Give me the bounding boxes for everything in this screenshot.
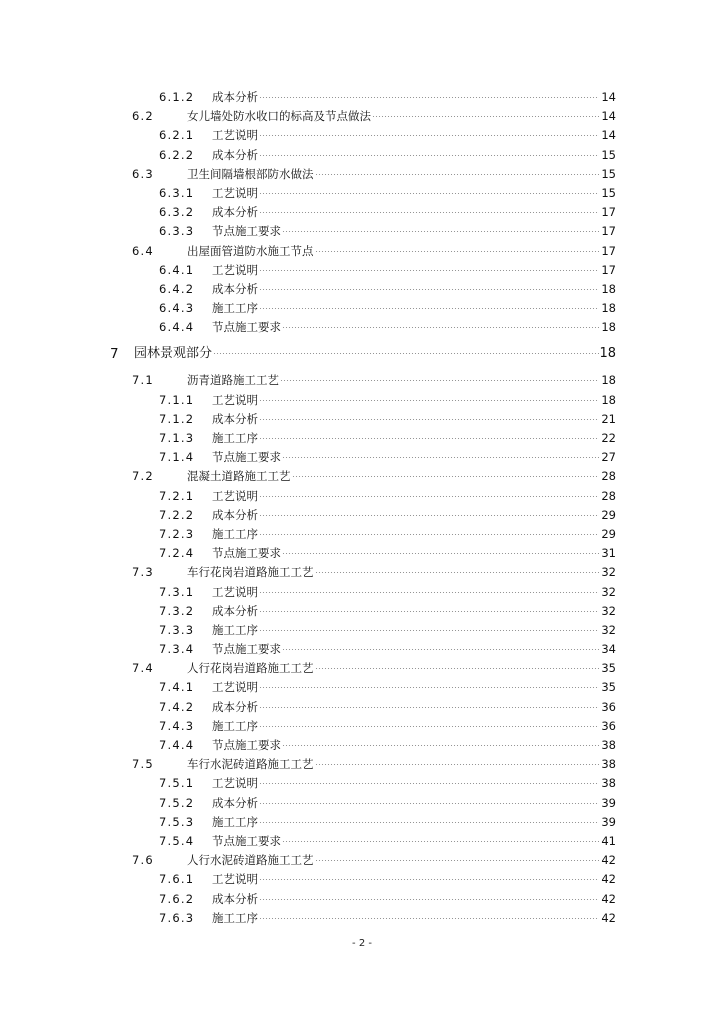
- toc-entry-page: 15: [601, 185, 616, 200]
- toc-entry-title: 施工工序: [212, 718, 258, 733]
- toc-entry-number: 7.4.1: [159, 680, 195, 695]
- toc-entry-number: 7.4.3: [159, 718, 195, 733]
- dot-leader: [315, 251, 600, 252]
- toc-entry[interactable]: [0, 203, 724, 222]
- toc-entry-page: 38: [601, 776, 616, 791]
- toc-entry-number: 6.2.1: [159, 128, 195, 143]
- toc-entry-page: 17: [601, 262, 616, 277]
- toc-entry-title: 成本分析: [212, 699, 258, 714]
- toc-entry-number: 7.2: [132, 469, 154, 484]
- page-number: - 2 -: [352, 938, 372, 949]
- toc-entry[interactable]: [0, 146, 724, 165]
- toc-entry-page: 42: [601, 891, 616, 906]
- dot-leader: [282, 327, 599, 328]
- toc-entry-leader: [212, 487, 600, 506]
- toc-entry-number: 7.6: [132, 853, 154, 868]
- toc-entry-number: 6.2.2: [159, 147, 195, 162]
- toc-entry-title: 卫生间隔墙根部防水做法: [187, 166, 314, 181]
- toc-entry-title: 园林景观部分: [134, 346, 213, 362]
- toc-entry-number: 7.4: [132, 661, 154, 676]
- toc-entry-title: 工艺说明: [212, 488, 258, 503]
- toc-entry-title: 人行花岗岩道路施工工艺: [187, 661, 314, 676]
- toc-entry[interactable]: [0, 755, 724, 774]
- toc-entry[interactable]: [0, 602, 724, 621]
- toc-entry-number: 6.2: [132, 109, 154, 124]
- toc-entry-number: 7.1.1: [159, 392, 195, 407]
- toc-entry[interactable]: [0, 165, 724, 184]
- toc-entry-title: 成本分析: [212, 507, 258, 522]
- toc-entry-page: 17: [601, 243, 616, 258]
- toc-entry-title: 节点施工要求: [212, 546, 281, 561]
- dot-leader: [315, 174, 600, 175]
- dot-leader: [282, 649, 599, 650]
- toc-entry-title: 施工工序: [212, 814, 258, 829]
- toc-entry-title: 女儿墙处防水收口的标高及节点做法: [187, 109, 371, 124]
- toc-entry-page: 35: [601, 661, 616, 676]
- toc-entry-page: 38: [601, 757, 616, 772]
- toc-entry[interactable]: [0, 813, 724, 832]
- toc-entry-number: 7.3.1: [159, 584, 195, 599]
- toc-entry-leader: [212, 602, 600, 621]
- toc-entry-page: 42: [601, 872, 616, 887]
- toc-entry[interactable]: [0, 107, 724, 126]
- toc-entry-leader: [187, 467, 600, 486]
- toc-entry-title: 成本分析: [212, 147, 258, 162]
- toc-entry[interactable]: [0, 890, 724, 909]
- toc-entry-number: 7.3.4: [159, 642, 195, 657]
- toc-entry[interactable]: [0, 242, 724, 261]
- toc-entry[interactable]: [0, 621, 724, 640]
- toc-entry-leader: [212, 318, 600, 337]
- toc-entry-title: 工艺说明: [212, 584, 258, 599]
- dot-leader: [259, 630, 599, 631]
- toc-entry-leader: [212, 583, 600, 602]
- toc-entry-leader: [212, 410, 600, 429]
- toc-entry-page: 32: [601, 622, 616, 637]
- toc-entry-leader: [212, 870, 600, 889]
- toc-entry[interactable]: [0, 525, 724, 544]
- toc-entry-page: 28: [601, 469, 616, 484]
- toc-entry-leader: [212, 813, 600, 832]
- toc-entry-page: 21: [601, 411, 616, 426]
- toc-entry-title: 施工工序: [212, 622, 258, 637]
- toc-entry-page: 18: [601, 320, 616, 335]
- toc-entry-leader: [212, 736, 600, 755]
- toc-entry-page: 17: [601, 224, 616, 239]
- toc-entry-leader: [187, 165, 600, 184]
- toc-entry-leader: [212, 299, 600, 318]
- toc-entry[interactable]: [0, 318, 724, 337]
- dot-leader: [282, 457, 599, 458]
- toc-entry[interactable]: [0, 299, 724, 318]
- dot-leader: [259, 270, 599, 271]
- toc-entry-page: 15: [601, 166, 616, 181]
- toc-entry-page: 14: [601, 90, 616, 104]
- toc-entry-leader: [212, 909, 600, 928]
- toc-entry-number: 7: [110, 346, 120, 363]
- toc-entry-title: 工艺说明: [212, 872, 258, 887]
- toc-entry-title: 车行花岗岩道路施工工艺: [187, 565, 314, 580]
- toc-entry-leader: [187, 755, 600, 774]
- dot-leader: [315, 764, 600, 765]
- toc-entry-page: 32: [601, 584, 616, 599]
- toc-entry-page: 18: [599, 346, 616, 362]
- dot-leader: [259, 155, 599, 156]
- dot-leader: [282, 745, 599, 746]
- toc-entry-leader: [187, 563, 600, 582]
- toc-entry-number: 7.1.2: [159, 411, 195, 426]
- toc-entry[interactable]: [0, 410, 724, 429]
- dot-leader: [259, 308, 599, 309]
- toc-entry[interactable]: [0, 506, 724, 525]
- dot-leader: [259, 400, 599, 401]
- toc-entry-number: 7.2.2: [159, 507, 195, 522]
- toc-entry[interactable]: [0, 391, 724, 410]
- toc-entry-page: 14: [601, 128, 616, 143]
- toc-entry-leader: [212, 794, 600, 813]
- toc-entry-leader: [187, 107, 600, 126]
- toc-entry-leader: [212, 698, 600, 717]
- dot-leader: [259, 918, 599, 919]
- toc-entry-leader: [212, 832, 600, 851]
- dot-leader: [259, 803, 599, 804]
- toc-entry[interactable]: [0, 870, 724, 889]
- toc-entry[interactable]: [0, 832, 724, 851]
- toc-entry-title: 出屋面管道防水施工节点: [187, 243, 314, 258]
- dot-leader: [259, 289, 599, 290]
- toc-entry-page: 35: [601, 680, 616, 695]
- toc-entry-page: 39: [601, 814, 616, 829]
- toc-entry-number: 7.6.1: [159, 872, 195, 887]
- toc-entry-number: 7.2.3: [159, 526, 195, 541]
- toc-entry-title: 施工工序: [212, 526, 258, 541]
- toc-entry-title: 成本分析: [212, 795, 258, 810]
- toc-entry-title: 成本分析: [212, 205, 258, 220]
- toc-entry-number: 6.3.2: [159, 205, 195, 220]
- toc-entry-page: 32: [601, 565, 616, 580]
- toc-entry-leader: [212, 448, 600, 467]
- toc-entry[interactable]: [0, 448, 724, 467]
- dot-leader: [259, 438, 599, 439]
- toc-entry-page: 18: [601, 392, 616, 407]
- toc-entry-title: 节点施工要求: [212, 738, 281, 752]
- dot-leader: [259, 515, 599, 516]
- toc-entry-number: 6.3: [132, 166, 154, 181]
- toc-entry-title: 车行水泥砖道路施工工艺: [187, 757, 314, 772]
- dot-leader: [259, 726, 599, 727]
- table-of-contents: [0, 88, 724, 928]
- toc-entry-page: 36: [601, 718, 616, 733]
- toc-entry[interactable]: [0, 429, 724, 448]
- toc-entry-number: 7.2.4: [159, 546, 195, 561]
- toc-entry-page: 28: [601, 488, 616, 503]
- toc-entry[interactable]: [0, 678, 724, 697]
- toc-entry-page: 22: [601, 431, 616, 445]
- dot-leader: [282, 553, 599, 554]
- toc-entry[interactable]: [0, 583, 724, 602]
- dot-leader: [259, 879, 599, 880]
- dot-leader: [282, 841, 599, 842]
- toc-entry-number: 7.4.2: [159, 699, 195, 714]
- toc-entry-number: 7.5: [132, 757, 154, 772]
- dot-leader: [292, 476, 600, 477]
- toc-entry-page: 34: [601, 642, 616, 657]
- toc-entry[interactable]: [0, 487, 724, 506]
- toc-entry-number: 7.3.2: [159, 603, 195, 618]
- toc-entry[interactable]: [0, 640, 724, 659]
- toc-entry-page: 42: [601, 910, 616, 925]
- toc-entry-title: 施工工序: [212, 301, 258, 316]
- toc-entry-page: 38: [601, 738, 616, 752]
- toc-entry[interactable]: [0, 467, 724, 486]
- dot-leader: [259, 135, 599, 136]
- toc-entry-page: 18: [601, 301, 616, 316]
- toc-entry-number: 7.6.2: [159, 891, 195, 906]
- toc-entry[interactable]: [0, 544, 724, 563]
- toc-entry-number: 6.4.4: [159, 320, 195, 335]
- toc-entry-title: 节点施工要求: [212, 833, 281, 848]
- toc-entry-number: 7.6.3: [159, 910, 195, 925]
- dot-leader: [259, 496, 599, 497]
- dot-leader: [259, 419, 599, 420]
- toc-entry-leader: [134, 337, 600, 371]
- toc-entry-number: 7.3.3: [159, 622, 195, 637]
- dot-leader: [259, 97, 599, 98]
- toc-entry-title: 工艺说明: [212, 680, 258, 695]
- toc-entry-title: 工艺说明: [212, 392, 258, 407]
- dot-leader: [259, 687, 599, 688]
- toc-entry[interactable]: [0, 261, 724, 280]
- toc-entry-leader: [212, 717, 600, 736]
- toc-entry-number: 7.5.1: [159, 776, 195, 791]
- toc-entry[interactable]: [0, 659, 724, 678]
- toc-entry-leader: [212, 621, 600, 640]
- toc-entry[interactable]: [0, 88, 724, 107]
- toc-entry-number: 7.5.3: [159, 814, 195, 829]
- dot-leader: [280, 380, 599, 381]
- toc-entry-leader: [212, 146, 600, 165]
- toc-entry-leader: [187, 371, 600, 390]
- toc-entry-page: 27: [601, 450, 616, 465]
- toc-entry-leader: [212, 429, 600, 448]
- toc-entry-leader: [212, 525, 600, 544]
- dot-leader: [259, 193, 599, 194]
- toc-entry-leader: [212, 678, 600, 697]
- toc-entry-page: 18: [601, 373, 616, 388]
- dot-leader: [372, 116, 599, 117]
- toc-entry-leader: [212, 222, 600, 241]
- toc-entry-title: 施工工序: [212, 431, 258, 445]
- toc-entry-number: 7.3: [132, 565, 154, 580]
- dot-leader: [259, 212, 599, 213]
- toc-entry-leader: [212, 261, 600, 280]
- toc-entry[interactable]: [0, 222, 724, 241]
- toc-entry[interactable]: [0, 126, 724, 145]
- toc-entry-title: 成本分析: [212, 891, 258, 906]
- toc-entry-page: 18: [601, 281, 616, 296]
- toc-entry-leader: [187, 659, 600, 678]
- toc-entry[interactable]: [0, 774, 724, 793]
- toc-entry[interactable]: [0, 184, 724, 203]
- toc-entry-title: 节点施工要求: [212, 320, 281, 335]
- toc-entry-number: 7.4.4: [159, 738, 195, 752]
- toc-entry[interactable]: [0, 794, 724, 813]
- toc-entry-title: 工艺说明: [212, 128, 258, 143]
- toc-entry-title: 施工工序: [212, 910, 258, 925]
- toc-entry[interactable]: [0, 371, 724, 390]
- toc-entry-title: 人行水泥砖道路施工工艺: [187, 853, 314, 868]
- toc-entry-title: 成本分析: [212, 281, 258, 296]
- toc-entry-title: 混凝土道路施工工艺: [187, 469, 291, 484]
- dot-leader: [259, 611, 599, 612]
- dot-leader: [315, 572, 600, 573]
- dot-leader: [259, 822, 599, 823]
- toc-entry-number: 6.4.1: [159, 262, 195, 277]
- toc-entry-number: 7.5.2: [159, 795, 195, 810]
- toc-entry[interactable]: [0, 698, 724, 717]
- toc-entry-page: 41: [601, 833, 616, 848]
- toc-entry-number: 6.1.2: [159, 90, 195, 104]
- toc-entry[interactable]: [0, 736, 724, 755]
- toc-entry-leader: [212, 774, 600, 793]
- toc-entry-number: 7.5.4: [159, 833, 195, 848]
- toc-entry[interactable]: [0, 851, 724, 870]
- toc-entry-title: 成本分析: [212, 90, 258, 104]
- toc-entry-title: 工艺说明: [212, 776, 258, 791]
- dot-leader: [315, 860, 600, 861]
- toc-entry-leader: [212, 203, 600, 222]
- dot-leader: [213, 353, 599, 354]
- toc-entry-leader: [212, 280, 600, 299]
- toc-entry-number: 7.1.3: [159, 431, 195, 445]
- dot-leader: [259, 534, 599, 535]
- toc-entry[interactable]: [0, 563, 724, 582]
- toc-entry-leader: [212, 640, 600, 659]
- toc-entry-title: 工艺说明: [212, 185, 258, 200]
- toc-entry-number: 6.4.2: [159, 281, 195, 296]
- toc-entry-leader: [212, 184, 600, 203]
- toc-entry-page: 29: [601, 507, 616, 522]
- toc-entry[interactable]: [0, 337, 724, 371]
- toc-entry-number: 6.3.3: [159, 224, 195, 239]
- dot-leader: [259, 592, 599, 593]
- toc-entry-page: 32: [601, 603, 616, 618]
- toc-entry-number: 7.2.1: [159, 488, 195, 503]
- toc-entry[interactable]: [0, 717, 724, 736]
- toc-entry-leader: [187, 242, 600, 261]
- dot-leader: [259, 783, 599, 784]
- toc-entry[interactable]: [0, 280, 724, 299]
- toc-entry-leader: [212, 890, 600, 909]
- toc-entry-leader: [187, 851, 600, 870]
- toc-entry-leader: [212, 88, 600, 107]
- toc-entry-leader: [212, 126, 600, 145]
- toc-entry-leader: [212, 506, 600, 525]
- toc-entry[interactable]: [0, 909, 724, 928]
- dot-leader: [315, 668, 600, 669]
- toc-entry-page: 17: [601, 205, 616, 220]
- toc-entry-leader: [212, 544, 600, 563]
- dot-leader: [282, 231, 599, 232]
- toc-entry-page: 29: [601, 526, 616, 541]
- toc-entry-title: 节点施工要求: [212, 224, 281, 239]
- toc-entry-number: 6.3.1: [159, 185, 195, 200]
- toc-entry-title: 沥青道路施工工艺: [187, 373, 279, 388]
- toc-entry-number: 6.4: [132, 243, 154, 258]
- toc-entry-number: 6.4.3: [159, 301, 195, 316]
- toc-entry-number: 7.1.4: [159, 450, 195, 465]
- toc-entry-leader: [212, 391, 600, 410]
- toc-entry-page: 36: [601, 699, 616, 714]
- toc-entry-title: 工艺说明: [212, 262, 258, 277]
- toc-entry-page: 15: [601, 147, 616, 162]
- toc-entry-title: 成本分析: [212, 603, 258, 618]
- dot-leader: [259, 899, 599, 900]
- toc-entry-page: 39: [601, 795, 616, 810]
- toc-entry-title: 节点施工要求: [212, 642, 281, 657]
- toc-entry-page: 31: [601, 546, 616, 561]
- toc-entry-title: 成本分析: [212, 411, 258, 426]
- toc-entry-page: 14: [601, 109, 616, 124]
- toc-entry-number: 7.1: [132, 373, 154, 388]
- toc-entry-page: 42: [601, 853, 616, 868]
- dot-leader: [259, 707, 599, 708]
- toc-entry-title: 节点施工要求: [212, 450, 281, 465]
